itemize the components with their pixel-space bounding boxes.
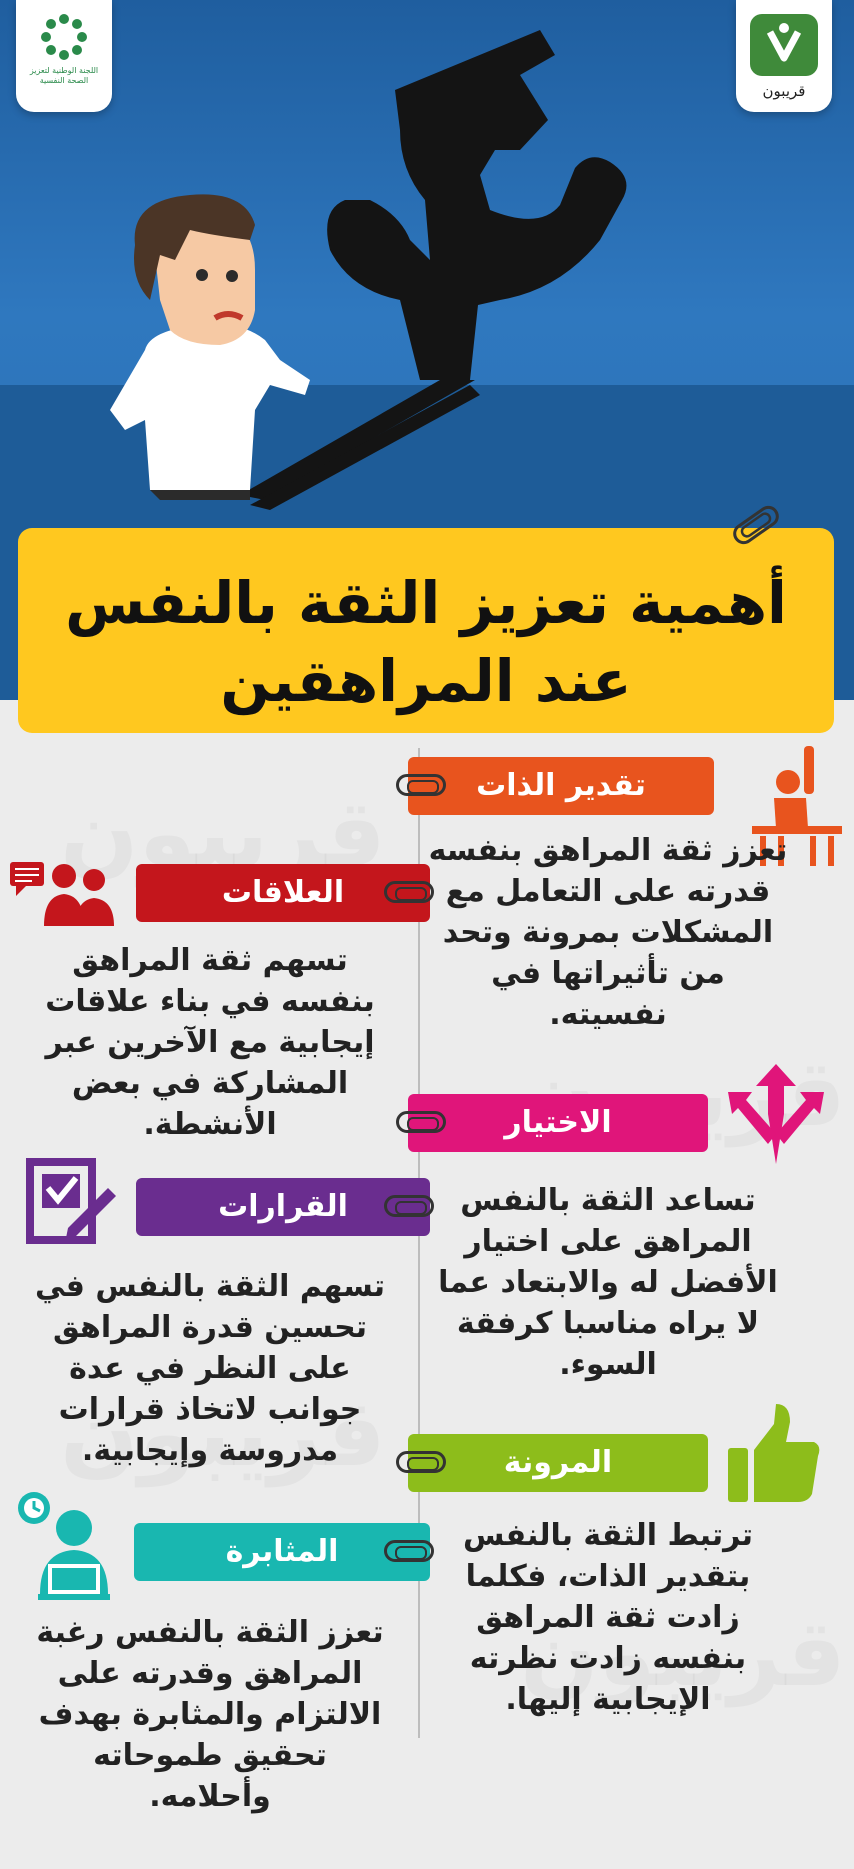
person-laptop-clock-icon xyxy=(14,1490,120,1602)
text-resilience: ترتبط الثقة بالنفس بتقدير الذات، فكلما زادت ثقة المراهق بنفسه زادت نظرته الإيجابية إليها. xyxy=(462,1518,754,1717)
qareeboon-name: قريبون xyxy=(762,82,806,100)
star-rosette-icon xyxy=(41,14,87,60)
text-choice: تساعد الثقة بالنفس المراهق على اختيار الأفضل له والابتعاد عما لا يراه مناسبا كرفقة السوء. xyxy=(438,1183,778,1382)
diverging-arrows-icon xyxy=(728,1064,824,1164)
text-decisions: تسهم الثقة بالنفس في تحسين قدرة المراهق على النظر في عدة جوانب لاتخاذ قرارات مدروسة وإيجابية. xyxy=(34,1269,386,1468)
text-self-esteem: تعزز ثقة المراهق بنفسه قدرته على التعامل مع المشكلات بمرونة وتحد من تأثيراتها في نفسيته. xyxy=(428,833,788,1032)
paperclip-icon xyxy=(396,1111,446,1133)
paperclip-icon xyxy=(384,1540,434,1562)
paperclip-icon xyxy=(384,1195,434,1217)
text-relationships: تسهم ثقة المراهق بنفسه في بناء علاقات إيجابية مع الآخرين عبر المشاركة في بعض الأنشطة. xyxy=(45,943,375,1142)
label-resilience: المرونة xyxy=(408,1434,708,1492)
qareeboon-badge-icon xyxy=(750,14,818,76)
title-line-1: أهمية تعزيز الثقة بالنفس xyxy=(65,569,787,637)
title-line-2: عند المراهقين xyxy=(220,647,632,715)
paperclip-icon xyxy=(384,881,434,903)
text-perseverance: تعزز الثقة بالنفس رغبة المراهق وقدرته على الالتزام والمثابرة بهدف تحقيق طموحاته وأحلامه. xyxy=(36,1615,384,1814)
paperclip-icon xyxy=(396,1451,446,1473)
label-perseverance: المثابرة xyxy=(134,1523,430,1581)
strongman-shadow-icon xyxy=(240,30,626,510)
label-decisions: القرارات xyxy=(136,1178,430,1236)
hero-illustration xyxy=(0,0,854,520)
worried-boy-icon xyxy=(110,194,310,500)
thumbs-up-icon xyxy=(728,1404,820,1504)
paperclip-icon xyxy=(728,500,784,550)
paperclip-icon xyxy=(396,774,446,796)
qareeboon-logo xyxy=(736,0,832,112)
label-relationships: العلاقات xyxy=(136,864,430,922)
label-choice: الاختيار xyxy=(408,1094,708,1152)
checklist-pen-icon xyxy=(26,1158,120,1248)
committee-name: اللجنة الوطنية لتعزيز الصحة النفسية xyxy=(29,66,99,85)
committee-logo xyxy=(16,0,112,112)
label-self-esteem: تقدير الذات xyxy=(408,757,714,815)
chatting-people-icon xyxy=(10,858,118,928)
